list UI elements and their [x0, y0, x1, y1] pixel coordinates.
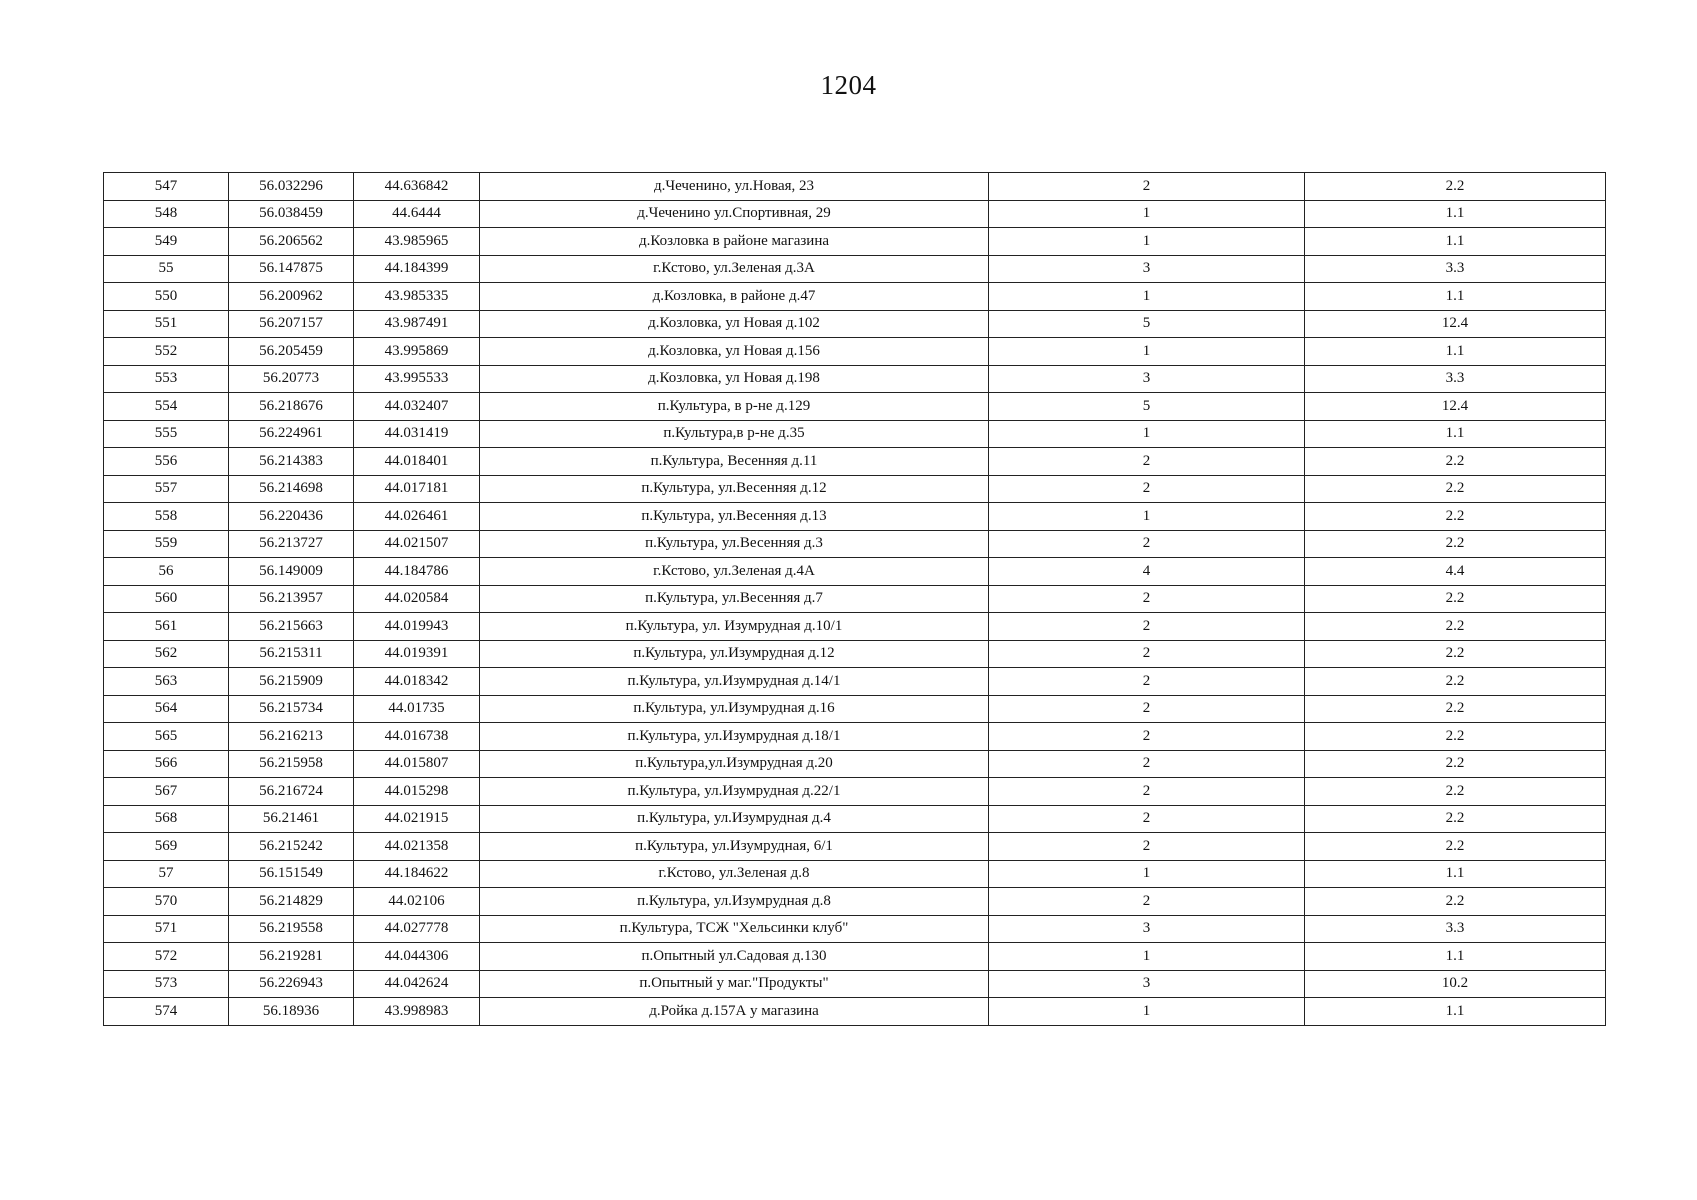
value-cell: 2.2 [1305, 640, 1606, 668]
latitude-cell: 56.151549 [229, 860, 354, 888]
longitude-cell: 44.02106 [354, 888, 480, 916]
count-cell: 2 [989, 833, 1305, 861]
table-row [104, 723, 1606, 751]
address-cell: д.Козловка, ул Новая д.102 [480, 310, 989, 338]
count-cell: 2 [989, 778, 1305, 806]
longitude-cell: 44.032407 [354, 393, 480, 421]
latitude-cell: 56.214698 [229, 475, 354, 503]
address-cell: п.Опытный у маг."Продукты" [480, 970, 989, 998]
latitude-cell: 56.200962 [229, 283, 354, 311]
address-cell: п.Культура,в р-не д.35 [480, 420, 989, 448]
row-number-cell: 554 [104, 393, 229, 421]
value-cell: 1.1 [1305, 338, 1606, 366]
count-cell: 2 [989, 585, 1305, 613]
longitude-cell: 44.6444 [354, 200, 480, 228]
row-number-cell: 569 [104, 833, 229, 861]
longitude-cell: 44.018401 [354, 448, 480, 476]
longitude-cell: 43.985965 [354, 228, 480, 256]
count-cell: 1 [989, 283, 1305, 311]
value-cell: 2.2 [1305, 448, 1606, 476]
latitude-cell: 56.216213 [229, 723, 354, 751]
row-number-cell: 549 [104, 228, 229, 256]
latitude-cell: 56.215242 [229, 833, 354, 861]
value-cell: 12.4 [1305, 393, 1606, 421]
latitude-cell: 56.215311 [229, 640, 354, 668]
table-row [104, 503, 1606, 531]
table-row [104, 860, 1606, 888]
longitude-cell: 44.042624 [354, 970, 480, 998]
address-cell: п.Культура, ул.Изумрудная д.4 [480, 805, 989, 833]
row-number-cell: 571 [104, 915, 229, 943]
table-row [104, 420, 1606, 448]
count-cell: 2 [989, 448, 1305, 476]
row-number-cell: 560 [104, 585, 229, 613]
row-number-cell: 552 [104, 338, 229, 366]
address-cell: п.Культура, ул.Изумрудная д.16 [480, 695, 989, 723]
count-cell: 2 [989, 723, 1305, 751]
value-cell: 2.2 [1305, 888, 1606, 916]
latitude-cell: 56.038459 [229, 200, 354, 228]
count-cell: 1 [989, 420, 1305, 448]
address-cell: п.Культура, ул.Изумрудная д.12 [480, 640, 989, 668]
count-cell: 2 [989, 750, 1305, 778]
latitude-cell: 56.215958 [229, 750, 354, 778]
longitude-cell: 44.636842 [354, 173, 480, 201]
value-cell: 1.1 [1305, 860, 1606, 888]
table-row [104, 338, 1606, 366]
latitude-cell: 56.147875 [229, 255, 354, 283]
row-number-cell: 558 [104, 503, 229, 531]
row-number-cell: 559 [104, 530, 229, 558]
count-cell: 2 [989, 668, 1305, 696]
latitude-cell: 56.213957 [229, 585, 354, 613]
table-row [104, 173, 1606, 201]
table-row [104, 970, 1606, 998]
address-cell: д.Ройка д.157А у магазина [480, 998, 989, 1026]
address-cell: д.Козловка, ул Новая д.198 [480, 365, 989, 393]
table-row [104, 365, 1606, 393]
count-cell: 4 [989, 558, 1305, 586]
latitude-cell: 56.21461 [229, 805, 354, 833]
value-cell: 2.2 [1305, 750, 1606, 778]
table-row [104, 915, 1606, 943]
latitude-cell: 56.207157 [229, 310, 354, 338]
data-table [103, 172, 1606, 1026]
latitude-cell: 56.213727 [229, 530, 354, 558]
latitude-cell: 56.20773 [229, 365, 354, 393]
longitude-cell: 43.998983 [354, 998, 480, 1026]
value-cell: 1.1 [1305, 283, 1606, 311]
longitude-cell: 44.021915 [354, 805, 480, 833]
table-row [104, 805, 1606, 833]
count-cell: 1 [989, 228, 1305, 256]
value-cell: 1.1 [1305, 420, 1606, 448]
value-cell: 2.2 [1305, 805, 1606, 833]
latitude-cell: 56.214383 [229, 448, 354, 476]
latitude-cell: 56.206562 [229, 228, 354, 256]
row-number-cell: 550 [104, 283, 229, 311]
longitude-cell: 44.019943 [354, 613, 480, 641]
value-cell: 2.2 [1305, 585, 1606, 613]
longitude-cell: 44.019391 [354, 640, 480, 668]
longitude-cell: 44.021507 [354, 530, 480, 558]
address-cell: п.Культура,ул.Изумрудная д.20 [480, 750, 989, 778]
count-cell: 1 [989, 998, 1305, 1026]
table-row [104, 283, 1606, 311]
longitude-cell: 44.027778 [354, 915, 480, 943]
value-cell: 1.1 [1305, 998, 1606, 1026]
longitude-cell: 44.015298 [354, 778, 480, 806]
row-number-cell: 56 [104, 558, 229, 586]
count-cell: 1 [989, 200, 1305, 228]
longitude-cell: 44.01735 [354, 695, 480, 723]
longitude-cell: 44.184399 [354, 255, 480, 283]
latitude-cell: 56.224961 [229, 420, 354, 448]
row-number-cell: 564 [104, 695, 229, 723]
address-cell: г.Кстово, ул.Зеленая д.3А [480, 255, 989, 283]
address-cell: п.Культура, ул.Весенняя д.12 [480, 475, 989, 503]
latitude-cell: 56.216724 [229, 778, 354, 806]
count-cell: 2 [989, 640, 1305, 668]
latitude-cell: 56.220436 [229, 503, 354, 531]
latitude-cell: 56.218676 [229, 393, 354, 421]
address-cell: д.Козловка в районе магазина [480, 228, 989, 256]
table-row [104, 695, 1606, 723]
longitude-cell: 44.016738 [354, 723, 480, 751]
latitude-cell: 56.214829 [229, 888, 354, 916]
longitude-cell: 44.017181 [354, 475, 480, 503]
address-cell: д.Чеченино ул.Спортивная, 29 [480, 200, 989, 228]
count-cell: 3 [989, 255, 1305, 283]
row-number-cell: 55 [104, 255, 229, 283]
row-number-cell: 551 [104, 310, 229, 338]
value-cell: 3.3 [1305, 365, 1606, 393]
table-row [104, 558, 1606, 586]
row-number-cell: 557 [104, 475, 229, 503]
row-number-cell: 548 [104, 200, 229, 228]
count-cell: 3 [989, 915, 1305, 943]
longitude-cell: 43.995869 [354, 338, 480, 366]
count-cell: 2 [989, 888, 1305, 916]
row-number-cell: 547 [104, 173, 229, 201]
row-number-cell: 57 [104, 860, 229, 888]
latitude-cell: 56.226943 [229, 970, 354, 998]
row-number-cell: 565 [104, 723, 229, 751]
table-row [104, 998, 1606, 1026]
count-cell: 2 [989, 530, 1305, 558]
address-cell: п.Культура, ул.Изумрудная, 6/1 [480, 833, 989, 861]
longitude-cell: 43.987491 [354, 310, 480, 338]
value-cell: 2.2 [1305, 173, 1606, 201]
longitude-cell: 44.015807 [354, 750, 480, 778]
count-cell: 2 [989, 173, 1305, 201]
count-cell: 3 [989, 365, 1305, 393]
table-row [104, 393, 1606, 421]
longitude-cell: 44.044306 [354, 943, 480, 971]
latitude-cell: 56.149009 [229, 558, 354, 586]
table-row [104, 448, 1606, 476]
latitude-cell: 56.215909 [229, 668, 354, 696]
value-cell: 1.1 [1305, 943, 1606, 971]
count-cell: 1 [989, 860, 1305, 888]
latitude-cell: 56.205459 [229, 338, 354, 366]
value-cell: 1.1 [1305, 228, 1606, 256]
count-cell: 2 [989, 695, 1305, 723]
address-cell: п.Культура, ул.Изумрудная д.22/1 [480, 778, 989, 806]
table-row [104, 668, 1606, 696]
table-body [104, 173, 1606, 1026]
value-cell: 2.2 [1305, 695, 1606, 723]
address-cell: г.Кстово, ул.Зеленая д.8 [480, 860, 989, 888]
row-number-cell: 568 [104, 805, 229, 833]
address-cell: п.Культура, Весенняя д.11 [480, 448, 989, 476]
row-number-cell: 573 [104, 970, 229, 998]
longitude-cell: 44.031419 [354, 420, 480, 448]
row-number-cell: 555 [104, 420, 229, 448]
latitude-cell: 56.215663 [229, 613, 354, 641]
longitude-cell: 44.018342 [354, 668, 480, 696]
count-cell: 2 [989, 613, 1305, 641]
row-number-cell: 562 [104, 640, 229, 668]
table-row [104, 640, 1606, 668]
address-cell: п.Культура, ул.Весенняя д.3 [480, 530, 989, 558]
value-cell: 2.2 [1305, 723, 1606, 751]
page-number: 1204 [820, 70, 877, 100]
value-cell: 2.2 [1305, 833, 1606, 861]
value-cell: 3.3 [1305, 255, 1606, 283]
longitude-cell: 44.026461 [354, 503, 480, 531]
address-cell: п.Культура, ул.Весенняя д.7 [480, 585, 989, 613]
table-row [104, 943, 1606, 971]
row-number-cell: 563 [104, 668, 229, 696]
longitude-cell: 44.184786 [354, 558, 480, 586]
count-cell: 1 [989, 503, 1305, 531]
value-cell: 2.2 [1305, 613, 1606, 641]
address-cell: п.Культура, ул.Изумрудная д.14/1 [480, 668, 989, 696]
value-cell: 2.2 [1305, 668, 1606, 696]
longitude-cell: 44.184622 [354, 860, 480, 888]
address-cell: д.Козловка, в районе д.47 [480, 283, 989, 311]
value-cell: 2.2 [1305, 778, 1606, 806]
longitude-cell: 44.021358 [354, 833, 480, 861]
address-cell: п.Культура, ул.Изумрудная д.18/1 [480, 723, 989, 751]
latitude-cell: 56.18936 [229, 998, 354, 1026]
value-cell: 2.2 [1305, 475, 1606, 503]
latitude-cell: 56.219281 [229, 943, 354, 971]
value-cell: 2.2 [1305, 503, 1606, 531]
row-number-cell: 566 [104, 750, 229, 778]
table-row [104, 750, 1606, 778]
table-row [104, 310, 1606, 338]
count-cell: 5 [989, 393, 1305, 421]
row-number-cell: 572 [104, 943, 229, 971]
longitude-cell: 43.995533 [354, 365, 480, 393]
table-row [104, 255, 1606, 283]
count-cell: 2 [989, 805, 1305, 833]
table-row [104, 833, 1606, 861]
row-number-cell: 567 [104, 778, 229, 806]
row-number-cell: 570 [104, 888, 229, 916]
row-number-cell: 574 [104, 998, 229, 1026]
count-cell: 2 [989, 475, 1305, 503]
address-cell: г.Кстово, ул.Зеленая д.4А [480, 558, 989, 586]
count-cell: 1 [989, 943, 1305, 971]
address-cell: п.Культура, ул.Весенняя д.13 [480, 503, 989, 531]
address-cell: п.Опытный ул.Садовая д.130 [480, 943, 989, 971]
longitude-cell: 43.985335 [354, 283, 480, 311]
latitude-cell: 56.219558 [229, 915, 354, 943]
row-number-cell: 556 [104, 448, 229, 476]
address-cell: д.Козловка, ул Новая д.156 [480, 338, 989, 366]
latitude-cell: 56.215734 [229, 695, 354, 723]
table-row [104, 613, 1606, 641]
value-cell: 4.4 [1305, 558, 1606, 586]
value-cell: 10.2 [1305, 970, 1606, 998]
table-row [104, 530, 1606, 558]
address-cell: п.Культура, в р-не д.129 [480, 393, 989, 421]
count-cell: 1 [989, 338, 1305, 366]
table-row [104, 475, 1606, 503]
address-cell: д.Чеченино, ул.Новая, 23 [480, 173, 989, 201]
row-number-cell: 553 [104, 365, 229, 393]
count-cell: 3 [989, 970, 1305, 998]
table-row [104, 228, 1606, 256]
table-row [104, 585, 1606, 613]
value-cell: 12.4 [1305, 310, 1606, 338]
address-cell: п.Культура, ул. Изумрудная д.10/1 [480, 613, 989, 641]
value-cell: 1.1 [1305, 200, 1606, 228]
address-cell: п.Культура, ул.Изумрудная д.8 [480, 888, 989, 916]
table-row [104, 888, 1606, 916]
address-cell: п.Культура, ТСЖ "Хельсинки клуб" [480, 915, 989, 943]
latitude-cell: 56.032296 [229, 173, 354, 201]
value-cell: 2.2 [1305, 530, 1606, 558]
table-row [104, 200, 1606, 228]
longitude-cell: 44.020584 [354, 585, 480, 613]
count-cell: 5 [989, 310, 1305, 338]
row-number-cell: 561 [104, 613, 229, 641]
value-cell: 3.3 [1305, 915, 1606, 943]
table-row [104, 778, 1606, 806]
